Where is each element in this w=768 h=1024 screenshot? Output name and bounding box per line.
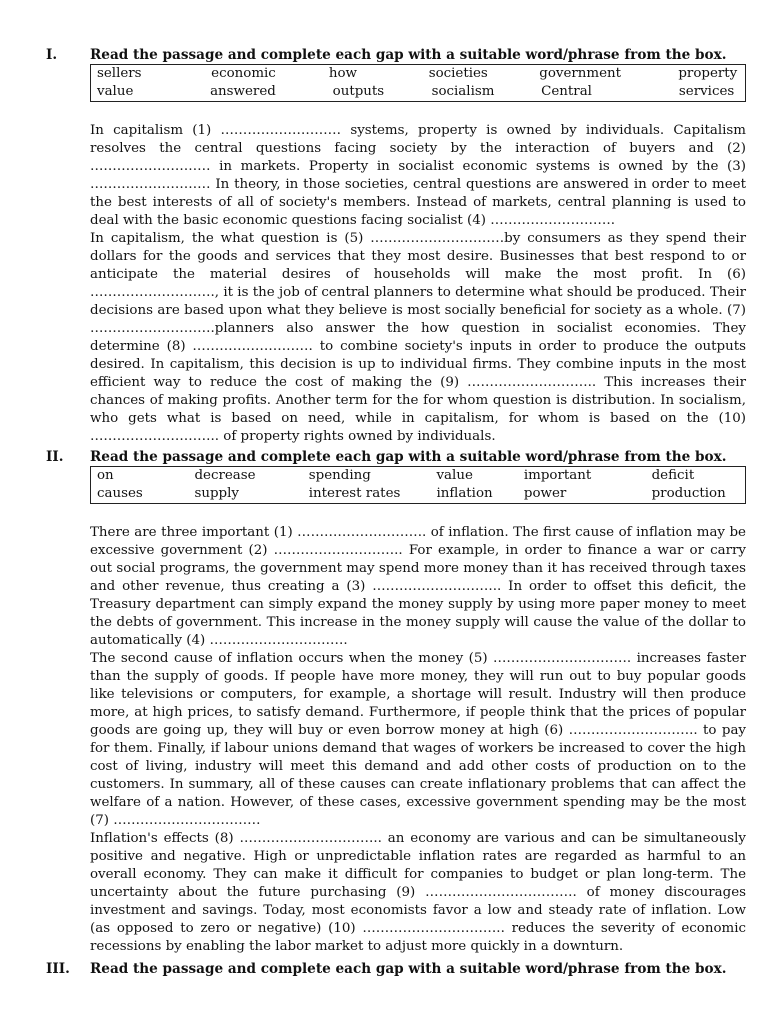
passage xyxy=(90,122,746,446)
word-box-item: government xyxy=(539,66,622,81)
section-instruction: Read the passage and complete each gap with a suitable word/phrase from the box. xyxy=(90,47,727,63)
word-box xyxy=(90,64,746,102)
paragraph: There are three important (1) ……………………….. of inflation. The first cause of inflation may be excessive government (2) ……………………….. For example, in order to finance a war or carry out social programs, the government may spend more money than it has received through taxes and other revenue, thus creating a (3) ……………………….. In order to offset this deficit, the Treasury department can simply expand the money supply by using more paper money to meet the debts of government. This increase in the money supply will cause the value of the dollar to automatically (4) …………………………. xyxy=(90,525,746,648)
word-box-item: socialism xyxy=(431,84,495,99)
word-box-item: outputs xyxy=(332,84,385,99)
section-number: I. xyxy=(46,47,58,63)
passage xyxy=(90,524,746,956)
word-box-item: production xyxy=(651,486,726,501)
word-box-item: power xyxy=(523,486,567,501)
word-box-item: inflation xyxy=(436,486,493,501)
word-box-item: value xyxy=(436,468,473,483)
word-box-item: interest rates xyxy=(308,486,401,501)
word-box-item: economic xyxy=(211,66,276,81)
word-box-item: services xyxy=(678,84,735,99)
word-box-item: how xyxy=(328,66,357,81)
section-instruction: Read the passage and complete each gap with a suitable word/phrase from the box. xyxy=(90,961,727,977)
paragraph: In capitalism, the what question is (5) …………………………by consumers as they spend their dollars for the goods and services that they most desire. Businesses that best respond to or anticipate the material desires of households will make the most profit. In (6) ………………………., it is the job of central planners to determine what should be produced. Their decisions are based upon what they believe is most socially beneficial for society as a whole. (7) ……………………….planners also answer the how question in socialist economies. They determine (8) ……………………… to combine society's inputs in order to produce the outputs desired. In capitalism, this decision is up to individual firms. They combine inputs in the most efficient way to reduce the cost of making the (9) ……………………….. This increases their chances of making profits. Another term for the for whom question is distribution. In socialism, who gets what is based on need, while in capitalism, for whom is based on the (10) ……………………….. of property rights owned by individuals. xyxy=(90,231,746,444)
paragraph: In capitalism (1) ……………………… systems, property is owned by individuals. Capitalism resolves the central questions facing society by the interaction of buyers and (2) ……………………… in markets. Property in socialist economic systems is owned by the (3) ……………………… In theory, in those societies, central questions are answered in order to meet the best interests of all of society's members. Instead of markets, central planning is used to deal with the basic economic questions facing socialist (4) ………………………. xyxy=(90,123,746,228)
word-box-row xyxy=(97,467,739,485)
word-box-item: supply xyxy=(194,486,239,501)
section-number: II. xyxy=(46,449,64,465)
word-box-item: causes xyxy=(97,486,143,501)
word-box-row xyxy=(97,83,739,101)
word-box-item: societies xyxy=(428,66,488,81)
word-box-item: property xyxy=(678,66,738,81)
word-box-item: sellers xyxy=(97,66,142,81)
word-box-row xyxy=(97,485,739,503)
section-number: III. xyxy=(46,961,70,977)
section-heading xyxy=(46,960,746,978)
section-1 xyxy=(46,46,746,446)
word-box-item: answered xyxy=(210,84,276,99)
word-box-row xyxy=(97,65,739,83)
word-box-item: important xyxy=(523,468,592,483)
section-heading xyxy=(46,46,746,64)
section-3 xyxy=(46,960,746,978)
word-box-item: value xyxy=(97,84,134,99)
paragraph: Inflation's effects (8) ………………………….. an economy are various and can be simultaneously positive and negative. High or unpredictable inflation rates are regarded as harmful to an overall economy. They can make it difficult for companies to budget or plan long-term. The uncertainty about the future purchasing (9) ……………………………. of money discourages investment and savings. Today, most economists favor a low and steady rate of inflation. Low (as opposed to zero or negative) (10) ………………………….. reduces the severity of economic recessions by enabling the labor market to adjust more quickly in a downturn. xyxy=(90,831,746,954)
section-heading xyxy=(46,448,746,466)
word-box-item: on xyxy=(97,468,114,483)
section-2 xyxy=(46,448,746,956)
section-instruction: Read the passage and complete each gap with a suitable word/phrase from the box. xyxy=(90,449,727,465)
word-box xyxy=(90,466,746,504)
word-box-item: decrease xyxy=(194,468,256,483)
paragraph: The second cause of inflation occurs when the money (5) …………………………. increases faster than the supply of goods. If people have more money, they will run out to buy popular goods like televisions or computers, for example, a shortage will result. Industry will then produce more, at high prices, to satisfy demand. Furthermore, if people think that the prices of popular goods are going up, they will buy or even borrow money at high (6) ……………………….. to pay for them. Finally, if labour unions demand that wages of workers be increased to cover the high cost of living, industry will meet this demand and add other costs of production on to the customers. In summary, all of these causes can create inflationary problems that can affect the welfare of a nation. However, of these cases, excessive government spending may be the most (7) …………………………… xyxy=(90,651,746,828)
word-box-item: deficit xyxy=(651,468,695,483)
word-box-item: spending xyxy=(308,468,371,483)
word-box-item: Central xyxy=(541,84,592,99)
